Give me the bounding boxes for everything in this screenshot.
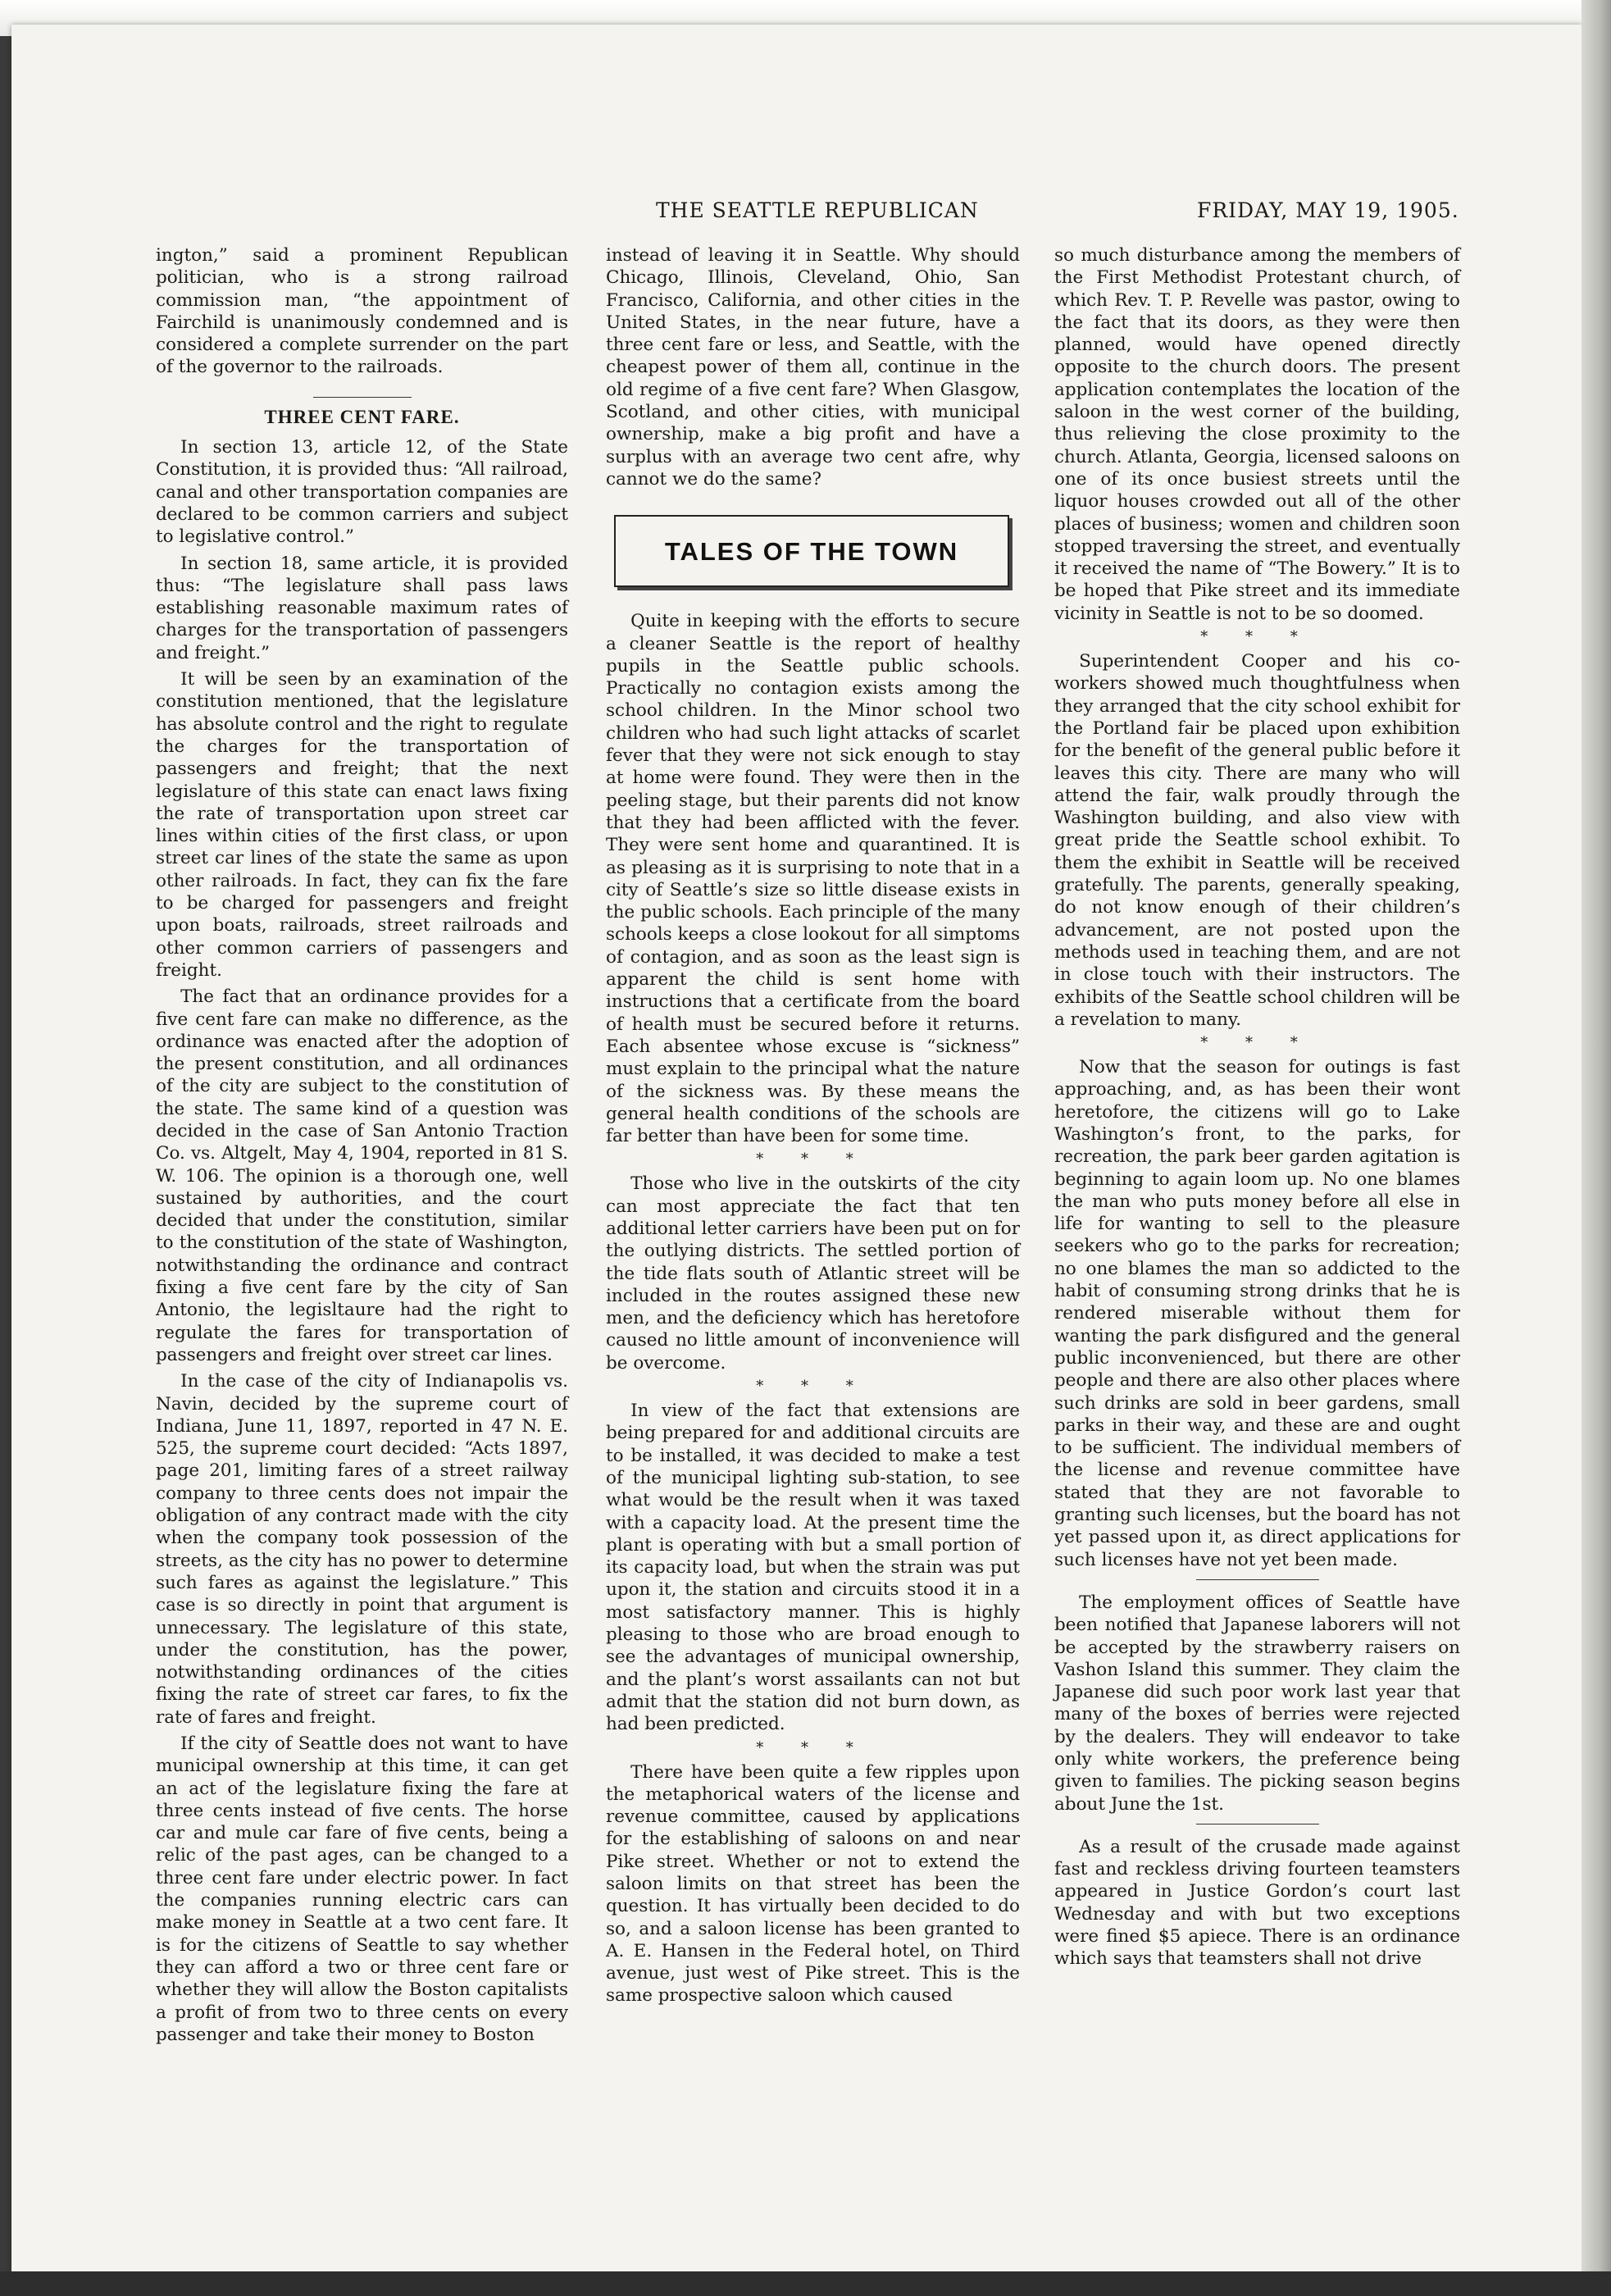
article-paragraph: Quite in keeping with the efforts to secure a cleaner Seattle is the report of healthy pupils in the Seattle public schools. Practically no contagion exists among the school children. In the Minor school two children who had such light attacks of scarlet fever that they were not sick enough to stay at home were found. They were then in the peeling stage, but their parents did not know that they had been afflicted with the fever. They were sent home and quarantined. It is as pleasing as it is surprising to note that in a city of Seattle’s size so little disease exists in the public schools. Each principle of the many schools keeps a close lookout for all simptoms of contagion, and as soon as the least sign is apparent the child is sent home with instructions that a certificate from the board of health must be secured before it returns. Each absentee whose excuse is “sickness” must explain to the principal what the nature of the sickness was. By these means the general health conditions of the schools are far better than have been for some time. (606, 611, 1020, 1147)
separator-stars: * * * (1200, 628, 1314, 646)
section-heading: THREE CENT FARE. (156, 397, 568, 428)
article-paragraph: The fact that an ordinance provides for a five cent fare can make no difference, as the ordinance was enacted after the adoption of the present constitution, and all ordinances of the city are subject to the constitution of the state. The same kind of a question was decided in the case of San Antonio Traction Co. vs. Altgelt, May 4, 1904, reported in 81 S. W. 106. The opinion is a thorough one, well sustained by authorities, and the court decided that under the constitution, similar to the constitution of the state of Washington, notwithstanding the ordinance and contract fixing a five cent fare by the city of San Antonio, the legisltaure had the right to regulate the fares for transportation of passengers and freight over street car lines. (156, 986, 568, 1365)
article-paragraph: In section 13, article 12, of the State Constitution, it is provided thus: “All railroad, canal and other transportation companies are declared to be common carriers and subject to legislative control.” (156, 437, 568, 548)
separator-stars: * * * (756, 1150, 870, 1168)
article-paragraph: It will be seen by an examination of the constitution mentioned, that the legislature has absolute control and the right to regulate the charges for the transportation of passengers and freight; that the next legislature of this state can enact laws fixing the rate of transportation upon street car lines within cities of the first class, or upon street car lines of the state the same as upon other railroads. In fact, they can fix the fare to be charged for passengers and freight upon boats, railroads, street railroads and other common carriers of passengers and freight. (156, 669, 568, 981)
article-paragraph: ington,” said a prominent Republican politician, who is a strong railroad commission man, “the appointment of Fairchild is unanimously condemned and is considered a complete surrender on the part of the governor to the railroads. (156, 245, 568, 378)
article-paragraph: Now that the season for outings is fast approaching, and, as has been their wont heretofore, the citizens will go to Lake Washington’s front, to the parks, for recreation, the park beer garden agitation is beginning to again loom up. No one blames the man who puts money before all else in life for wanting to sell to the pleasure seekers who go to the parks for recreation; no one blames the man so addicted to the habit of consuming strong drinks that he is rendered miserable without them for wanting the park disfigured and the general public inconvenienced, but there are other people and there are also other places where such drinks are sold in beer gardens, small parks in their way, and these are and ought to be sufficient. The individual members of the license and revenue committee have stated that they are not favorable to granting such licenses, but the board has not yet passed upon it, as direct applications for such licenses have not yet been made. (1054, 1057, 1460, 1570)
article-paragraph: There have been quite a few ripples upon the metaphorical waters of the license and revenue committee, caused by applications for the establishing of saloons on and near Pike street. Whether or not to extend the saloon limits on that street has been the question. It has virtually been decided to do so, and a saloon license has been granted to A. E. Hansen in the Federal hotel, on Third avenue, just west of Pike street. This is the same prospective saloon which caused (606, 1761, 1020, 2007)
column-3 (1054, 244, 1460, 1975)
article-paragraph: Those who live in the outskirts of the city can most appreciate the fact that ten additional letter carriers have been put on for the outlying districts. The settled portion of the tide flats south of Atlantic street will be included in the routes assigned these new men, and the deficiency which has heretofore caused no little amount of inconvenience will be overcome. (606, 1173, 1020, 1374)
page-edge (1581, 0, 1611, 2296)
scan-bottom-margin (0, 2271, 1611, 2296)
separator-rule (1196, 1579, 1319, 1580)
separator-stars: * * * (1200, 1034, 1314, 1052)
article-paragraph: As a result of the crusade made against fast and reckless driving fourteen teamsters appeared in Justice Gordon’s court last Wednesday and with but two exceptions were fined $5 apiece. There is an ordinance which says that teamsters shall not drive (1054, 1836, 1460, 1970)
column-2 (606, 244, 1020, 2011)
article-paragraph: If the city of Seattle does not want to have municipal ownership at this time, it can get an act of the legislature fixing the fare at three cents instead of five cents. The horse car and mule car fare of five cents, being a relic of the past ages, can be changed to a three cent fare under electric power. In fact the companies running electric cars can make money in Seattle at a two cent fare. It is for the citizens of Seattle to say whether they can afford a two or three cent fare or whether they will allow the Boston capitalists a profit of from two to three cents on every passenger and take their money to Boston (156, 1733, 568, 2045)
article-paragraph: In section 18, same article, it is provided thus: “The legislature shall pass laws establishing reasonable maximum rates of charges for the transportation of passengers and freight.” (156, 553, 568, 663)
newspaper-page (11, 25, 1581, 2271)
article-paragraph: so much disturbance among the members of the First Methodist Protestant church, of which Rev. T. P. Revelle was pastor, owing to the fact that its doors, as they were then planned, would have opened directly opposite to the church doors. The present application contemplates the location of the saloon in the west corner of the building, thus relieving the close proximity to the church. Atlanta, Georgia, licensed saloons on one of its once busiest streets until the liquor houses crowded out all of the other places of business; women and children soon stopped traversing the street, and eventually it received the name of “The Bowery.” It is to be hoped that Pike street and its immediate vicinity in Seattle is not to be so doomed. (1054, 245, 1460, 624)
separator-stars: * * * (756, 1378, 870, 1396)
article-paragraph: The employment offices of Seattle have been notified that Japanese laborers will not be accepted by the strawberry raisers on Vashon Island this summer. They claim the Japanese did such poor work last year that many of the boxes of berries were rejected by the dealers. They will endeavor to take only white workers, the preference being given to families. The picking season begins about June the 1st. (1054, 1592, 1460, 1815)
boxed-section-heading: TALES OF THE TOWN (614, 515, 1009, 587)
article-paragraph: In view of the fact that extensions are being prepared for and additional circuits are to be installed, it was decided to make a test of the municipal lighting sub-station, to see what would be the result when it was taxed with a capacity load. At the present time the plant is operating with but a small portion of its capacity load, but when the strain was put upon it, the station and circuits stood it in a most satisfactory manner. This is highly pleasing to those who are broad enough to see the advantages of municipal ownership, and the plant’s worst assailants can not but admit that the station did not burn down, as had been predicted. (606, 1401, 1020, 1735)
issue-date: FRIDAY, MAY 19, 1905. (1197, 198, 1459, 222)
page-header (11, 198, 1581, 231)
article-paragraph: In the case of the city of Indianapolis vs. Navin, decided by the supreme court of Indiana, June 11, 1897, reported in 47 N. E. 525, the supreme court decided: “Acts 1897, page 201, limiting fares of a street railway company to three cents does not impair the obligation of any contract made with the city when the company took possession of the streets, as the city has no power to determine such fares as against the legislature.” This case is so directly in point that argument is unnecessary. The legislature of this state, under the constitution, has the power, notwithstanding ordinances of the cities fixing the rate of street car fares, to fix the rate of fares and freight. (156, 1371, 568, 1728)
article-paragraph: instead of leaving it in Seattle. Why should Chicago, Illinois, Cleveland, Ohio, San Francisco, California, and other cities in the United States, in the near future, have a three cent fare or less, and Seattle, with the cheapest power of them all, continue in the old regime of a five cent fare? When Glasgow, Scotland, and other cities, with municipal ownership, make a big profit and have a surplus with an average two cent afre, why cannot we do the same? (606, 245, 1020, 490)
separator-stars: * * * (756, 1738, 870, 1756)
article-paragraph: Superintendent Cooper and his co-workers showed much thoughtfulness when they arranged that the city school exhibit for the Portland fair be placed upon exhibition for the benefit of the general public before it leaves this city. There are many who will attend the fair, walk proudly through the Washington building, and also view with great pride the Seattle school exhibit. To them the exhibit in Seattle will be received gratefully. The parents, generally speaking, do not know enough of their children’s advancement, are not posted upon the methods used in teaching them, and are not in close touch with their instructors. The exhibits of the Seattle school children will be a revelation to many. (1054, 651, 1460, 1030)
newspaper-title: THE SEATTLE REPUBLICAN (656, 198, 979, 222)
column-1 (156, 244, 568, 2050)
